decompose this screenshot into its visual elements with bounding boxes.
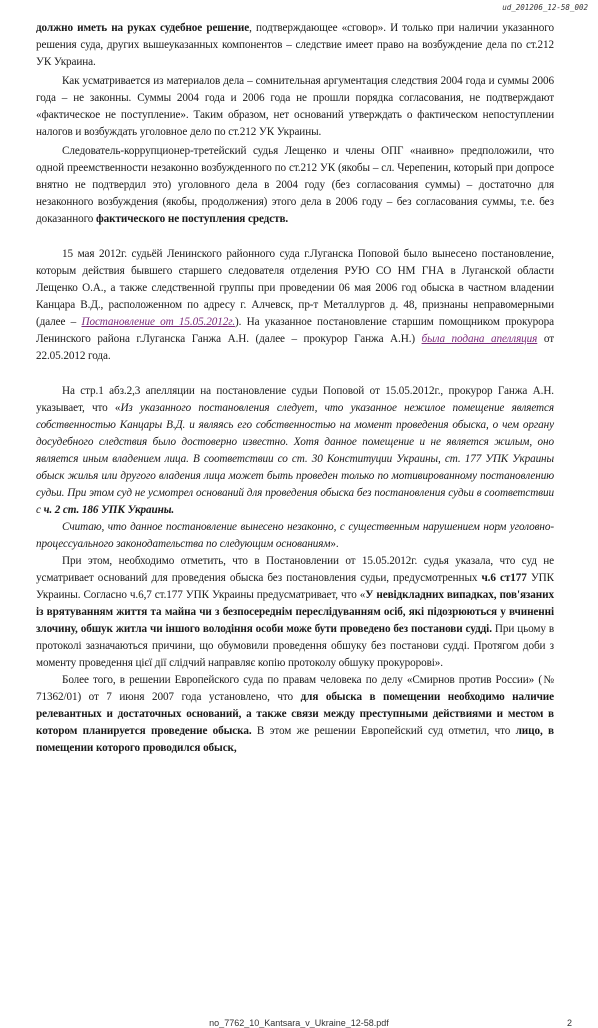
paragraph-8 [36,672,554,757]
text: При этом, необходимо отметить, что в Постановлении от 15.05.2012г. судья указала, что суд не усматривает оснований для проведения обыска без постановления судьи, предусмотренных [36,555,554,584]
text: ). На указанное постановление старшим помощником прокурора Ленинского района г.Луганска Ганжа А.Н. (далее – прокурор Ганжа А.Н.) [36,316,554,345]
paragraph-6 [36,519,554,553]
text: Как усматривается из материалов дела – сомнительная аргументация следствия 2004 года и суммы 2006 года – не законны. Суммы 2004 года и 2006 года не прошли порядка согласования, не подтверждают «фактическое не поступление». Таким образом, нет оснований утверждать о фактическом непоступлении налогов и возбуждать уголовное дело по ст.212 УК Украины. [36,75,554,138]
paragraph-3 [36,143,554,228]
text: На стр.1 абз.2,3 апелляции на постановление судьи Поповой от 15.05.2012г., прокурор Ганжа А.Н. указывает, что « [36,385,554,414]
text: При цьому в протоколі зазначаються причини, що обумовили проведення обшуку без постанови судді. Протягом доби з моменту проведення цієї дії слідчий направляє копію протоколу обшуку прокуророві». [36,623,554,669]
bold-text: ч.6 ст177 [481,572,527,584]
paragraph-5 [36,383,554,519]
bold-text: лицо, в помещении которого проводился обыск, [36,725,554,754]
paragraph-7 [36,553,554,672]
quote-text: Из указанного постановления следует, что указанное нежилое помещение является собственностью Канцары В.Д. и являясь его собственностью на момент проведения обыска, о чем органу досудебного следствия было достоверно известно. Хотя данное помещение и не является жилым, оно является иным владением лица. В соответствии со ст. 30 Конституции Украины, ст. 177 УПК Украины обыск жилья или другого владения лица может быть проведен только по мотивированному постановлению судьи. При этом суд не усмотрел оснований для проведения обыска без постановления судьи в соответствии с [36,402,554,516]
paragraph-1 [36,20,554,71]
text: Более того, в решении Европейского суда по правам человека по делу «Смирнов против России» (№ 71362/01) от 7 июня 2007 года установлено, что [36,674,554,703]
quote-text: Считаю, что данное постановление вынесено незаконно, с существенным нарушением норм уголовно-процессуального законодательства по следующим основаниям [36,521,554,550]
bold-quote-text: ч. 2 ст. 186 УПК Украины. [43,504,175,516]
footer-filename: no_7762_10_Kantsara_v_Ukraine_12-58.pdf [209,1018,389,1028]
document-id: ud_201206_12-58_002 [502,3,588,12]
appeal-link[interactable]: была подана апелляция [421,333,538,345]
text: , подтверждающее «сговор». И только при наличии указанного решения суда, других вышеуказанных компонентов – следствие имеет право на возбуждение дела по ст.212 УК Украина. [36,22,554,68]
bold-text: должно иметь на руках судебное решение [36,22,250,34]
text: ». [330,538,339,550]
text: УПК Украины. Согласно ч.6,7 ст.177 УПК Украины предусматривает, что « [36,572,555,601]
bold-text: У невідкладних випадках, пов'язаних із врятуванням життя та майна чи з безпосереднім переслідуванням осіб, які підозрюються у вчиненні злочину, обшук житла чи іншого володіння особи може бути проведено без постанови судді. [36,589,554,635]
text: В этом же решении Европейский суд отметил, что [251,725,516,737]
text: 15 мая 2012г. судьёй Ленинского районного суда г.Луганска Поповой было вынесено постановление, которым действия бывшего старшего следователя отделения РУЮ СО НМ ГНА в Луганской области Лещенко О.А., а также следственной группы при проведении 06 мая 2006 год обыска в частном владении Канцара В.Д., расположенном по адресу г. Алчевск, пр-т Металлургов д. 48, признаны неправомерными (далее – [36,248,554,328]
page-number: 2 [566,1018,572,1028]
paragraph-4 [36,246,554,365]
paragraph-2 [36,73,554,141]
bold-text: для обыска в помещении необходимо наличие релевантных и достаточных оснований, а также связи между преступными действиями и местом в котором планируется проведение обыска. [36,691,555,737]
text: Следователь-коррупционер-третейский судья Лещенко и члены ОПГ «наивно» предположили, что одной преемственности незаконно возбужденного по ст.212 УК (якобы – сл. Черепенин, который при допросе внятно не подтвердил это) уголовного дела в 2004 году (без согласования суммы) – достаточно для незаконного возбуждения (якобы, продолжения) этого дела в 2006 году – без согласования суммы, т.е. без доказанного [36,145,554,225]
postanovlenie-link[interactable]: Постановление от 15.05.2012г. [81,316,236,328]
document-body [36,20,554,757]
text: от 22.05.2012 года. [36,333,554,362]
bold-text: фактического не поступления средств. [95,213,289,225]
